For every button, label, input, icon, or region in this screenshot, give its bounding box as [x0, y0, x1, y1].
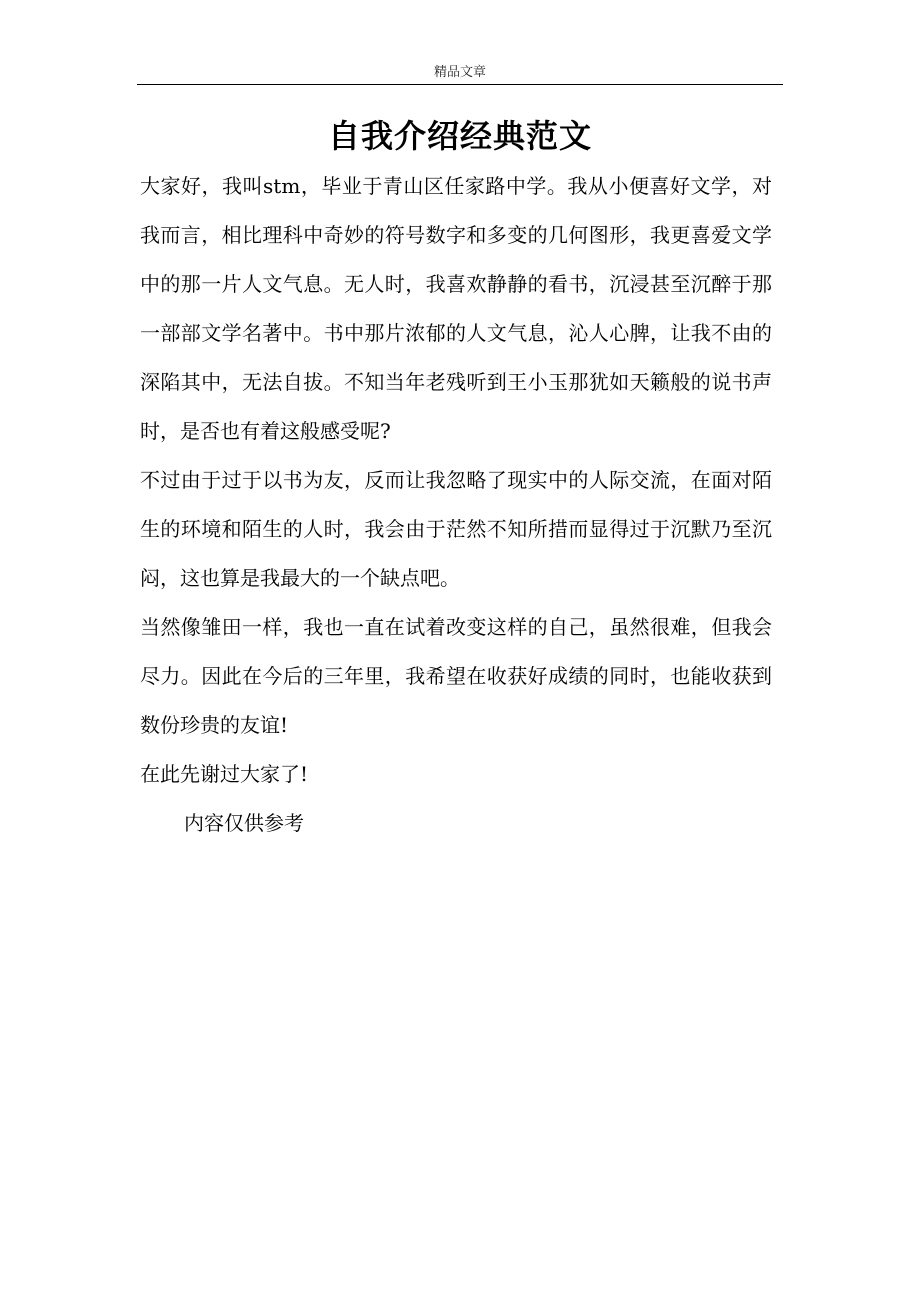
- document-body: [140, 162, 772, 848]
- header-divider: [137, 84, 783, 85]
- reference-note: 内容仅供参考: [184, 811, 304, 835]
- page-header: 精品文章: [433, 65, 486, 80]
- paragraph-thanks: 在此先谢过大家了!: [140, 762, 309, 786]
- paragraph-intro: 大家好，我叫stm，毕业于青山区任家路中学。我从小便喜好文学，对我而言，相比理科中奇妙的符号数字和多变的几何图形，我更喜爱文学中的那一片人文气息。无人时，我喜欢静静的看书，沉浸甚至沉醉于那一部部文学名著中。书中那片浓郁的人文气息，沁人心脾，让我不由的深陷其中，无法自拔。不知当年老残听到王小玉那犹如天籁般的说书声时，是否也有着这般感受呢?: [140, 174, 772, 443]
- paragraph-resolution: 当然像雏田一样，我也一直在试着改变这样的自己，虽然很难，但我会尽力。因此在今后的三年里，我希望在收获好成绩的同时，也能收获到数份珍贵的友谊!: [140, 615, 772, 737]
- paragraph-shortcoming: 不过由于过于以书为友，反而让我忽略了现实中的人际交流，在面对陌生的环境和陌生的人时，我会由于茫然不知所措而显得过于沉默乃至沉闷，这也算是我最大的一个缺点吧。: [140, 468, 772, 590]
- document-title: 自我介绍经典范文: [327, 117, 592, 155]
